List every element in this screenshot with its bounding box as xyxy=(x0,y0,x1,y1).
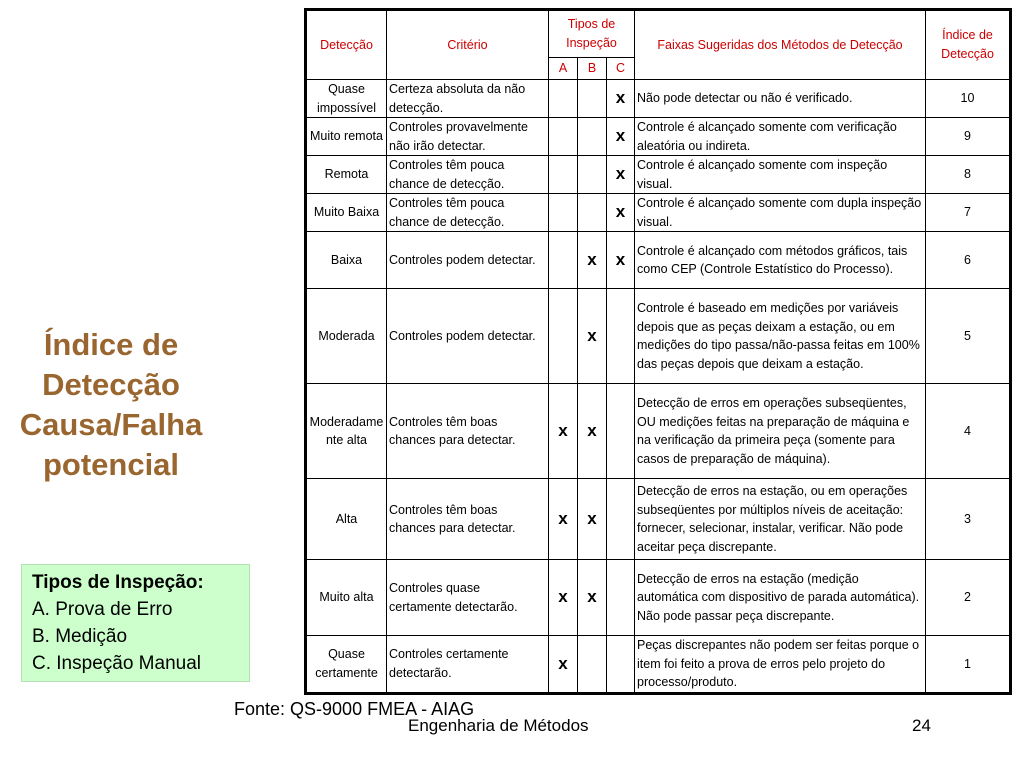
type-a-mark: x xyxy=(549,560,578,636)
header-c: C xyxy=(607,58,635,80)
indice-cell: 6 xyxy=(926,232,1011,289)
faixa-cell: Controle é alcançado somente com dupla inspeção visual. xyxy=(635,194,926,232)
criterio-cell: Controles têm pouca chance de detecção. xyxy=(387,194,549,232)
faixa-cell: Controle é baseado em medições por variáveis depois que as peças deixam a estação, ou em medições do tipo passa/não-passa feitas em 100% das peças depois que deixam a estação. xyxy=(635,289,926,384)
header-criterio: Critério xyxy=(387,10,549,80)
type-c-mark: x xyxy=(607,194,635,232)
type-b-mark xyxy=(578,636,607,694)
header-indice: Índice de Detecção xyxy=(926,10,1011,80)
faixa-cell: Detecção de erros na estação, ou em operações subseqüentes por múltiplos níveis de aceitação: fornecer, selecionar, instalar, verificar. Não pode aceitar peça discrepante. xyxy=(635,479,926,560)
type-c-mark: x xyxy=(607,118,635,156)
type-b-mark: x xyxy=(578,479,607,560)
table-row xyxy=(306,560,1011,636)
deteccao-cell: Alta xyxy=(306,479,387,560)
type-a-mark xyxy=(549,80,578,118)
table-header-row xyxy=(306,10,1011,58)
detection-index-table xyxy=(304,8,1012,695)
title-line: potencial xyxy=(42,447,180,482)
legend-item: B. Medição xyxy=(32,626,128,647)
type-b-mark xyxy=(578,80,607,118)
indice-cell: 1 xyxy=(926,636,1011,694)
type-b-mark: x xyxy=(578,560,607,636)
header-faixas: Faixas Sugeridas dos Métodos de Detecção xyxy=(635,10,926,80)
legend-item: A. Prova de Erro xyxy=(32,599,173,620)
criterio-cell: Controles quase certamente detectarão. xyxy=(387,560,549,636)
inspection-types-legend xyxy=(21,564,250,682)
faixa-cell: Controle é alcançado somente com inspeção visual. xyxy=(635,156,926,194)
table-row xyxy=(306,384,1011,479)
faixa-cell: Não pode detectar ou não é verificado. xyxy=(635,80,926,118)
criterio-cell: Controles têm boas chances para detectar. xyxy=(387,384,549,479)
table-row xyxy=(306,80,1011,118)
title-line: Índice de xyxy=(43,327,179,362)
criterio-cell: Controles certamente detectarão. xyxy=(387,636,549,694)
legend-item: C. Inspeção Manual xyxy=(32,653,201,674)
type-c-mark xyxy=(607,289,635,384)
faixa-cell: Controle é alcançado com métodos gráficos, tais como CEP (Controle Estatístico do Processo). xyxy=(635,232,926,289)
criterio-cell: Controles podem detectar. xyxy=(387,232,549,289)
faixa-cell: Detecção de erros na estação (medição automática com dispositivo de parada automática). Não pode passar peça discrepante. xyxy=(635,560,926,636)
type-b-mark xyxy=(578,194,607,232)
type-b-mark xyxy=(578,156,607,194)
deteccao-cell: Remota xyxy=(306,156,387,194)
type-c-mark: x xyxy=(607,232,635,289)
table-row xyxy=(306,289,1011,384)
type-a-mark xyxy=(549,232,578,289)
deteccao-cell: Baixa xyxy=(306,232,387,289)
header-tipos-inspecao: Tipos de Inspeção xyxy=(549,10,635,58)
indice-cell: 7 xyxy=(926,194,1011,232)
source-citation: Fonte: QS-9000 FMEA - AIAG xyxy=(234,699,475,719)
type-c-mark xyxy=(607,479,635,560)
criterio-cell: Certeza absoluta da não detecção. xyxy=(387,80,549,118)
type-c-mark: x xyxy=(607,156,635,194)
legend-title: Tipos de Inspeção: xyxy=(32,572,204,593)
type-a-mark xyxy=(549,289,578,384)
header-deteccao: Detecção xyxy=(306,10,387,80)
type-c-mark xyxy=(607,384,635,479)
type-a-mark: x xyxy=(549,384,578,479)
type-c-mark: x xyxy=(607,80,635,118)
indice-cell: 8 xyxy=(926,156,1011,194)
type-b-mark: x xyxy=(578,384,607,479)
table-row xyxy=(306,194,1011,232)
deteccao-cell: Muito alta xyxy=(306,560,387,636)
slide-title xyxy=(0,325,222,485)
indice-cell: 10 xyxy=(926,80,1011,118)
criterio-cell: Controles provavelmente não irão detectar. xyxy=(387,118,549,156)
indice-cell: 4 xyxy=(926,384,1011,479)
type-b-mark xyxy=(578,118,607,156)
type-c-mark xyxy=(607,560,635,636)
header-b: B xyxy=(578,58,607,80)
indice-cell: 3 xyxy=(926,479,1011,560)
type-b-mark: x xyxy=(578,289,607,384)
type-c-mark xyxy=(607,636,635,694)
indice-cell: 5 xyxy=(926,289,1011,384)
table-row xyxy=(306,156,1011,194)
type-b-mark: x xyxy=(578,232,607,289)
title-line: Detecção xyxy=(42,367,180,402)
deteccao-cell: Quase impossível xyxy=(306,80,387,118)
criterio-cell: Controles têm pouca chance de detecção. xyxy=(387,156,549,194)
footer-course-name: Engenharia de Métodos xyxy=(408,716,589,735)
table-row xyxy=(306,232,1011,289)
deteccao-cell: Moderada xyxy=(306,289,387,384)
page-number: 24 xyxy=(912,716,931,735)
type-a-mark xyxy=(549,194,578,232)
type-a-mark xyxy=(549,156,578,194)
indice-cell: 2 xyxy=(926,560,1011,636)
type-a-mark: x xyxy=(549,636,578,694)
deteccao-cell: Moderadamente alta xyxy=(306,384,387,479)
deteccao-cell: Muito remota xyxy=(306,118,387,156)
indice-cell: 9 xyxy=(926,118,1011,156)
table-row xyxy=(306,479,1011,560)
header-a: A xyxy=(549,58,578,80)
faixa-cell: Controle é alcançado somente com verificação aleatória ou indireta. xyxy=(635,118,926,156)
title-line: Causa/Falha xyxy=(19,407,203,442)
deteccao-cell: Quase certamente xyxy=(306,636,387,694)
faixa-cell: Peças discrepantes não podem ser feitas porque o item foi feito a prova de erros pelo projeto do processo/produto. xyxy=(635,636,926,694)
type-a-mark: x xyxy=(549,479,578,560)
table-row xyxy=(306,636,1011,694)
criterio-cell: Controles têm boas chances para detectar. xyxy=(387,479,549,560)
criterio-cell: Controles podem detectar. xyxy=(387,289,549,384)
type-a-mark xyxy=(549,118,578,156)
table-row xyxy=(306,118,1011,156)
deteccao-cell: Muito Baixa xyxy=(306,194,387,232)
faixa-cell: Detecção de erros em operações subseqüentes, OU medições feitas na preparação de máquina e na verificação da primeira peça (somente para casos de preparação de máquina). xyxy=(635,384,926,479)
